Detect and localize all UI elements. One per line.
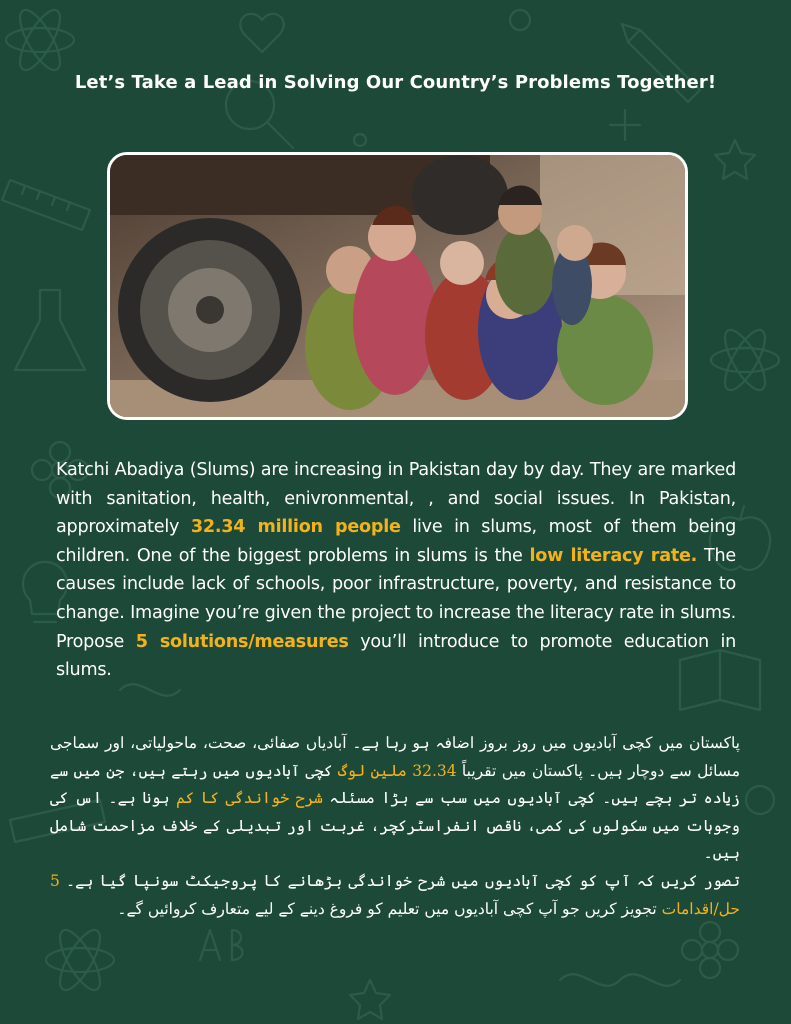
highlight-literacy: low literacy rate. [529,545,698,566]
urdu-text-part: ہونا ہے۔ اس کی وجوہات میں سکولوں کی کمی، ناقص انفراسٹرکچر، غربت اور تبدیلی کے خلاف مزاحمت شامل ہیں۔ [50,789,740,863]
urdu-paragraph-1 [50,730,740,868]
children-photo [107,152,688,420]
english-text-part: live in slums, most of them being children. One of the biggest problems in slums is the [56,517,737,566]
urdu-description [50,730,740,923]
english-description [56,456,736,685]
urdu-text-part: تصور کریں کہ آپ کو کچی آبادیوں میں شرح خواندگی بڑھانے کا پروجیکٹ سونپا گیا ہے۔ [59,871,740,890]
urdu-text-part: پاکستان میں کچی آبادیوں میں روز بروز اضافہ ہو رہا ہے۔ آبادیاں صفائی، صحت، ماحولیاتی، اور سماجی مسائل سے دوچار ہیں۔ پاکستان میں تقریباً [50,734,740,780]
urdu-highlight-population: 32.34 ملین لوگ [337,761,457,780]
urdu-highlight-literacy: شرح خواندگی کا کم [176,789,323,808]
english-text-part: Katchi Abadiya (Slums) are increasing in Pakistan day by day. They are marked with sanitation, health, enivronmental, , and social issues. In Pakistan, approximately [56,460,736,538]
highlight-population: 32.34 million people [190,517,401,538]
english-text-part: you’ll introduce to promote education in slums. [56,631,736,681]
urdu-paragraph-2 [50,868,740,923]
urdu-text-part: کچی آبادیوں میں رہتے ہیں، جن میں سے زیادہ تر بچے ہیں۔ کچی آبادیوں میں سب سے بڑا مسئلہ [50,761,740,808]
photo-illustration [110,155,685,417]
english-text-part: The causes include lack of schools, poor infrastructure, poverty, and resistance to change. Imagine you’re given the project to increase the literacy rate in slums. Propose [56,545,736,652]
urdu-highlight-solutions: 5 حل/اقدامات [50,871,740,918]
highlight-solutions: 5 solutions/measures [135,631,349,652]
urdu-text-part: تجویز کریں جو آپ کچی آبادیوں میں تعلیم کو فروغ دینے کے لیے متعارف کروائیں گے۔ [117,899,662,918]
page-title: Let’s Take a Lead in Solving Our Country’s Problems Together! [74,72,717,93]
